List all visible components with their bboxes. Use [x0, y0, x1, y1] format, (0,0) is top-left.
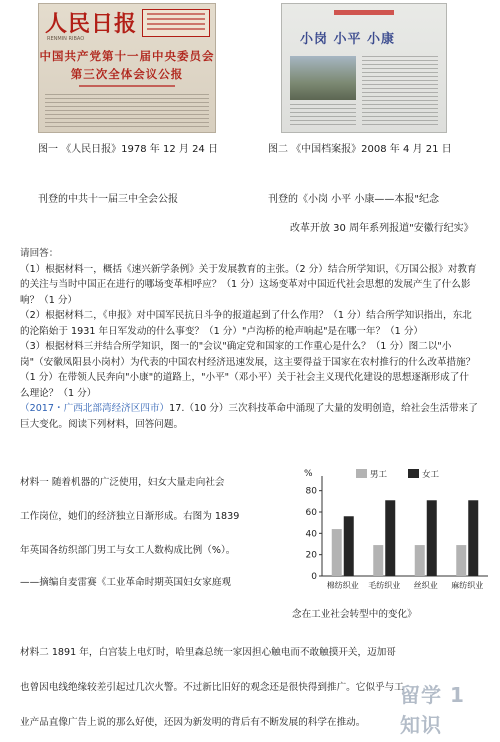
- x-tick-label: 麻纺织业: [451, 581, 484, 590]
- questions-heading: 请回答：: [20, 248, 59, 259]
- material2-line3: 业产品直像广告上说的那么好使，还因为新发明的背后有不断发展的科学在推动。: [20, 717, 366, 728]
- caption-2-line2: 刊登的《小岗 小平 小康——本报"纪念: [268, 194, 439, 205]
- question-1: （1）根据材料一，概括《速兴新学条例》关于发展教育的主张。（2 分）结合所学知识，《万国公报》对教育的关注与当时中国正在进行的哪场变革相呼应？（1 分）这场变革对中国近代社会思想的发展产生了什么影响？（1 分）: [20, 263, 477, 306]
- y-tick-label: 80: [305, 486, 317, 497]
- x-tick-label: 毛纺织业: [368, 581, 401, 590]
- caption-1-line2: 刊登的中共十一届三中全会公报: [38, 194, 178, 205]
- caption-2-line3: 改革开放 30 周年系列报道"安徽行纪实》: [290, 223, 474, 234]
- legend-swatch: [408, 469, 419, 478]
- newspaper-text-columns: [45, 94, 209, 128]
- bar-male: [373, 545, 383, 576]
- quotation-box: [142, 9, 210, 37]
- material2-line1: 材料二 1891 年，白宫装上电灯时，哈里森总统一家因担心触电而不敢触摸开关，迈加哥: [20, 647, 396, 658]
- bar-female: [344, 516, 354, 576]
- y-tick-label: 20: [305, 550, 317, 561]
- caption-2-line1: 图二 《中国档案报》2008 年 4 月 21 日: [268, 144, 452, 155]
- newspaper-headline-line1: 中国共产党第十一届中央委员会: [39, 49, 215, 63]
- question-source: （2017・广西北部湾经济区四市）: [20, 403, 170, 414]
- question-3: （3）根据材料三并结合所学知识，图一的"会议"确定党和国家的工作重心是什么？（1 分）图二以"小岗"（安徽凤阳县小岗村）为代表的中国农村经济迅速发展，这主要得益于国家在农村推行的什么改革措施？（1 分）在带领人民奔向"小康"的道路上，"小平"（邓小平）关于社会主义现代化建设的思想逐渐形成了什么理论？（1 分）: [20, 341, 476, 399]
- newspaper-masthead-sub: RENMIN RIBAO: [47, 36, 85, 42]
- question-17: [20, 401, 478, 432]
- newspaper-headline-line2: 第三次全体会议公报: [70, 67, 184, 81]
- textile-workers-chart: [296, 466, 492, 594]
- material1-line5: 念在工业社会转型中的变化》: [292, 609, 417, 620]
- newspaper-masthead: 人民日报: [45, 11, 138, 37]
- y-axis-label: %: [304, 469, 313, 479]
- newspaper-inset-photo: [290, 56, 356, 100]
- bar-male: [332, 529, 342, 576]
- questions-block: [20, 246, 478, 432]
- bar-chart-svg: [296, 466, 492, 594]
- newspaper-headline: 小岗 小平 小康: [300, 32, 396, 47]
- newspaper-text-columns: [362, 56, 438, 126]
- question-17-text: 17.（10 分）三次科技革命中涌现了大量的发明创造，给社会生活带来了巨大变化。阅读下列材料，回答问题。: [20, 403, 478, 430]
- caption-1-line1: 图一 《人民日报》1978 年 12 月 24 日: [38, 144, 218, 155]
- y-tick-label: 60: [305, 508, 317, 518]
- bar-female: [427, 500, 437, 576]
- material1-line2: 工作岗位，她们的经济独立日渐形成。右图为 1839: [20, 511, 240, 522]
- bar-male: [415, 545, 425, 576]
- archive-newspaper-photo: [281, 3, 447, 133]
- bar-female: [468, 500, 478, 576]
- renmin-ribao-photo: [38, 3, 216, 133]
- newspaper-text-columns-lower: [290, 104, 356, 126]
- y-tick-label: 0: [311, 572, 317, 582]
- legend-label: 男工: [370, 470, 388, 480]
- y-tick-label: 40: [305, 529, 317, 540]
- x-tick-label: 丝织业: [413, 581, 438, 590]
- site-watermark-logo: [400, 683, 496, 742]
- newspaper-masthead-bar: [334, 10, 394, 15]
- material2-line2: 也曾因电线绝缘较差引起过几次火警。不过新比旧好的观念还是很快得到推广。它似乎与工: [20, 682, 404, 693]
- headline-underline: [79, 85, 175, 87]
- bar-female: [385, 500, 395, 576]
- watermark-text: 留学 1 知识: [400, 683, 465, 737]
- legend-label: 女工: [422, 470, 440, 480]
- bar-male: [456, 545, 466, 576]
- material1-line4: ——摘编自麦雷赛《工业革命时期英国妇女家庭观: [20, 577, 232, 588]
- legend-swatch: [356, 469, 367, 478]
- material1-line1: 材料一 随着机器的广泛使用，妇女大量走向社会: [20, 477, 225, 488]
- question-2: （2）根据材料二，《申报》对中国军民抗日斗争的报道起到了什么作用？（1 分）结合所学知识指出，东北的沦陷始于 1931 年日军发动的什么事变？（1 分）"卢沟桥的枪声响起"是在哪一年？（1 分）: [20, 310, 472, 337]
- x-tick-label: 棉纺织业: [326, 581, 359, 590]
- material1-line3: 年英国各纺织部门男工与女工人数构成比例（%）。: [20, 545, 236, 556]
